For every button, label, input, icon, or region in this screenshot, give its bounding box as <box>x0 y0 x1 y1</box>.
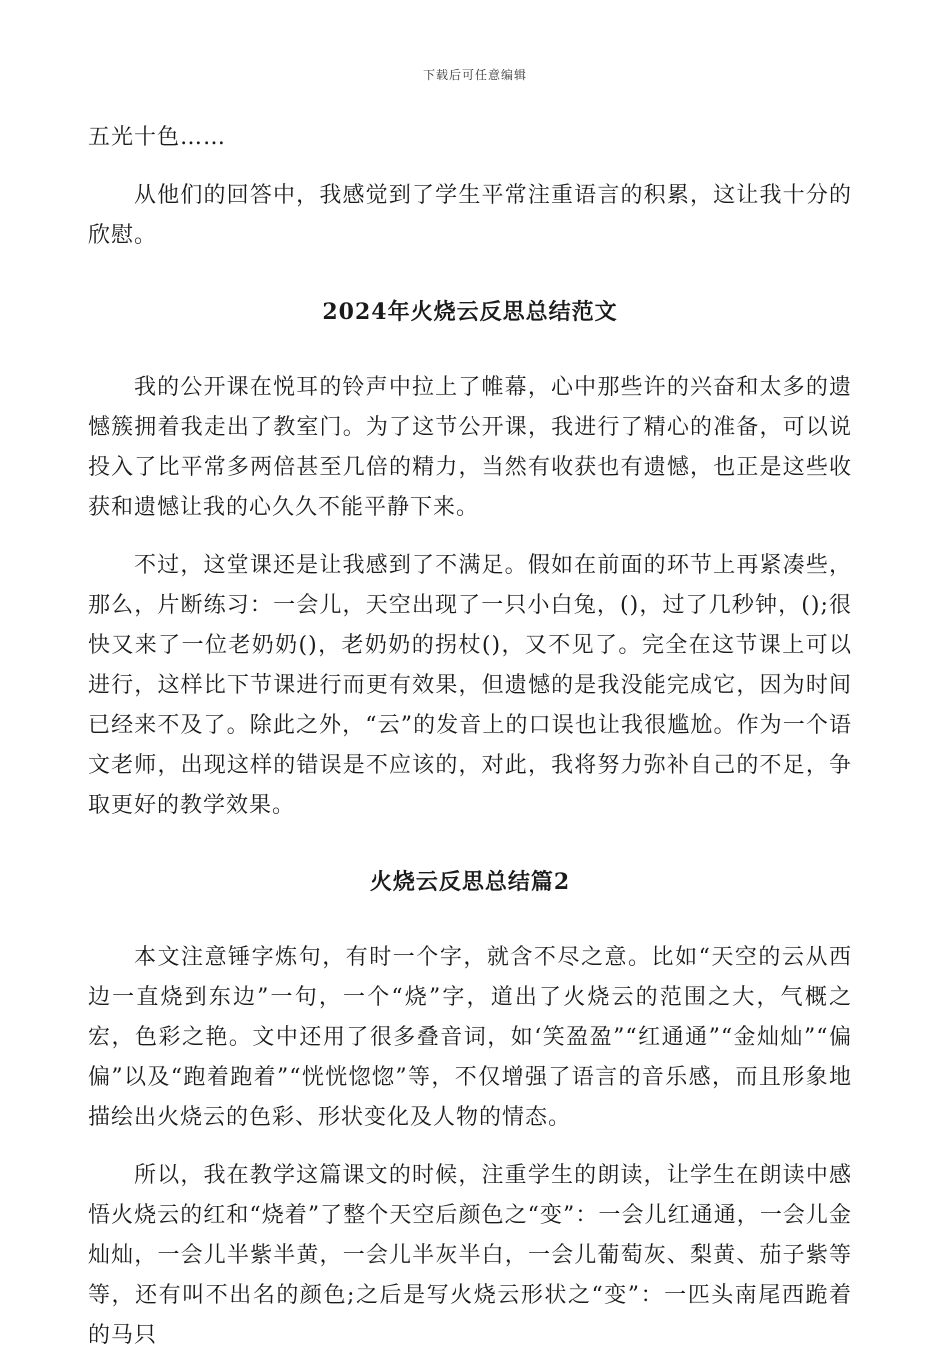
paragraph-open-class: 我的公开课在悦耳的铃声中拉上了帷幕，心中那些许的兴奋和太多的遗憾簇拥着我走出了教室门。为了这节公开课，我进行了精心的准备，可以说投入了比平常多两倍甚至几倍的精力，当然有收获也有遗憾，也正是这些收获和遗憾让我的心久久不能平静下来。 <box>88 375 852 520</box>
paragraph-not-satisfied: 不过，这堂课还是让我感到了不满足。假如在前面的环节上再紧凑些，那么，片断练习：一会儿，天空出现了一只小白兔，()，过了几秒钟，();很快又来了一位老奶奶()，老奶奶的拐杖()，又不见了。完全在这节课上可以进行，这样比下节课进行而更有效果，但遗憾的是我没能完成它，因为时间已经来不及了。除此之外，“云”的发音上的口误也让我很尴尬。作为一个语文老师，出现这样的错误是不应该的，对此，我将努力弥补自己的不足，争取更好的教学效果。 <box>88 553 852 818</box>
document-body <box>88 118 852 1356</box>
paragraph-teaching-reading: 所以，我在教学这篇课文的时候，注重学生的朗读，让学生在朗读中感悟火烧云的红和“烧着”了整个天空后颜色之“变”：一会儿红通通，一会儿金灿灿，一会儿半紫半黄，一会儿半灰半白，一会儿葡萄灰、梨黄、茄子紫等等，还有叫不出名的颜色;之后是写火烧云形状之“变”：一匹头南尾西跪着的马只 <box>88 1163 852 1348</box>
section-heading-part2: 火烧云反思总结篇2 <box>369 869 571 895</box>
paragraph-intro-fragment: 五光十色…… <box>88 125 227 150</box>
paragraph-word-choice: 本文注意锤字炼句，有时一个字，就含不尽之意。比如“天空的云从西边一直烧到东边”一句，一个“烧”字，道出了火烧云的范围之大，气概之宏，色彩之艳。文中还用了很多叠音词，如‘笑盈盈”“红通通”“金灿灿”“偏偏”以及“跑着跑着”“恍恍惚惚”等，不仅增强了语言的音乐感，而且形象地描绘出火烧云的色彩、形状变化及人物的情态。 <box>88 945 852 1130</box>
section-heading-2024: 2024年火烧云反思总结范文 <box>322 299 618 325</box>
paragraph-student-answers: 从他们的回答中，我感觉到了学生平常注重语言的积累，这让我十分的欣慰。 <box>88 183 852 248</box>
page-header-note: 下载后可任意编辑 <box>422 68 527 82</box>
